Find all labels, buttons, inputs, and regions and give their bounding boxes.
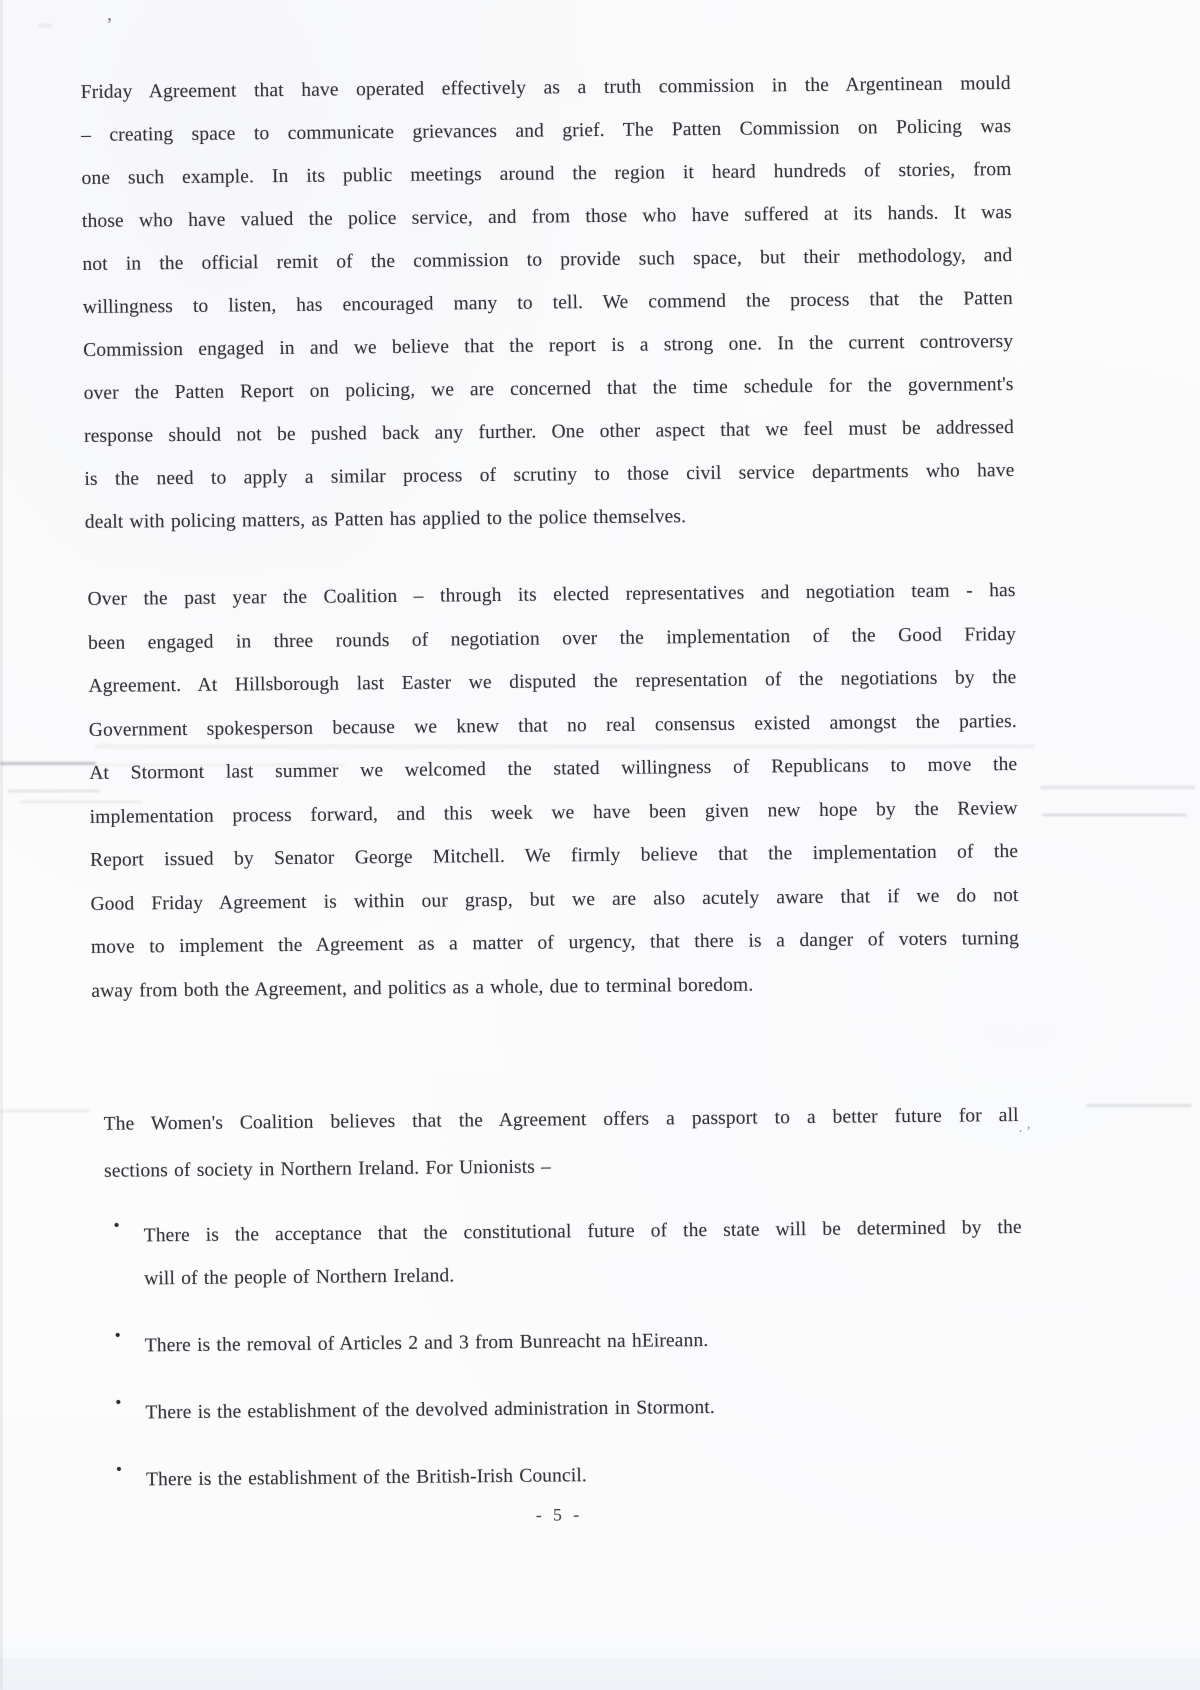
bullet-icon: • — [115, 1459, 123, 1479]
text-line: over the Patten Report on policing, we are concerned that the time schedule for the government's — [83, 374, 1014, 404]
bullet-icon: • — [115, 1392, 122, 1412]
bullet-icon: • — [114, 1325, 121, 1345]
bullet-icon: • — [113, 1215, 120, 1235]
text-line: implementation process forward, and this week we have been given new hope by the Review — [89, 797, 1018, 828]
text-line: Government spokesperson because we knew that no real consensus existed amongst the parties. — [88, 710, 1017, 741]
text-line: Agreement. At Hillsborough last Easter we disputed the representation of the negotiations by the — [88, 666, 1017, 697]
stray-mark: ·’ — [1018, 1124, 1034, 1140]
text-line: There is the establishment of the British-Irish Council. — [145, 1465, 587, 1491]
text-line: been engaged in three rounds of negotiation over the implementation of the Good Friday — [87, 623, 1017, 654]
text-line: Friday Agreement that have operated effectively as a truth commission in the Argentinean mould — [80, 73, 1011, 103]
text-line: will of the people of Northern Ireland. — [144, 1265, 455, 1290]
text-line: The Women's Coalition believes that the Agreement offers a passport to a better future for all — [103, 1104, 1019, 1135]
list-item — [115, 1450, 1024, 1501]
text-line: There is the removal of Articles 2 and 3 from Bunreacht na hEireann. — [144, 1329, 709, 1357]
text-line: There is the establishment of the devolved administration in Stormont. — [145, 1396, 715, 1424]
text-line: away from both the Agreement, and politics as a whole, due to terminal boredom. — [91, 974, 754, 1002]
text-line: At Stormont last summer we welcomed the stated willingness of Republicans to move the — [89, 753, 1018, 784]
text-line: not in the official remit of the commission to provide such space, but their methodology, and — [82, 245, 1013, 275]
text-line: those who have valued the police service, and from those who have suffered at its hands. It was — [81, 202, 1013, 232]
text-line: Over the past year the Coalition – through its elected representatives and negotiation team - has — [87, 579, 1016, 610]
stray-mark: ’ — [106, 14, 113, 36]
list-item — [115, 1383, 1023, 1434]
text-line: is the need to apply a similar process of scrutiny to those civil service departments who have — [84, 460, 1015, 490]
text-line: Report issued by Senator George Mitchell. We firmly believe that the implementation of the — [90, 840, 1019, 871]
text-line: sections of society in Northern Ireland. For Unionists – — [104, 1156, 552, 1182]
text-line: – creating space to communicate grievances and grief. The Patten Commission on Policing was — [81, 116, 1012, 146]
paragraph-patten-commission — [81, 62, 1015, 544]
text-line: There is the acceptance that the constitutional future of the state will be determined by the — [143, 1216, 1022, 1247]
paragraph-womens-coalition — [103, 1092, 1019, 1195]
text-line: move to implement the Agreement as a matter of urgency, that there is a danger of voters turning — [90, 927, 1020, 958]
text-line: willingness to listen, has encouraged many to tell. We commend the process that the Patten — [82, 288, 1013, 318]
text-line: Good Friday Agreement is within our grasp, but we are also acutely aware that if we do not — [90, 884, 1019, 915]
unionists-bullet-list — [113, 1206, 1025, 1525]
paragraph-negotiations — [87, 569, 1019, 1013]
page-number: - 5 - — [535, 1504, 582, 1525]
text-line: Commission engaged in and we believe that the report is a strong one. In the current controversy — [83, 331, 1014, 361]
list-item — [114, 1316, 1023, 1367]
text-line: response should not be pushed back any further. One other aspect that we feel must be addressed — [83, 417, 1015, 447]
text-line: one such example. In its public meetings around the region it heard hundreds of stories, from — [81, 159, 1012, 189]
text-line: dealt with policing matters, as Patten has applied to the police themselves. — [84, 506, 687, 533]
list-item — [113, 1206, 1023, 1300]
